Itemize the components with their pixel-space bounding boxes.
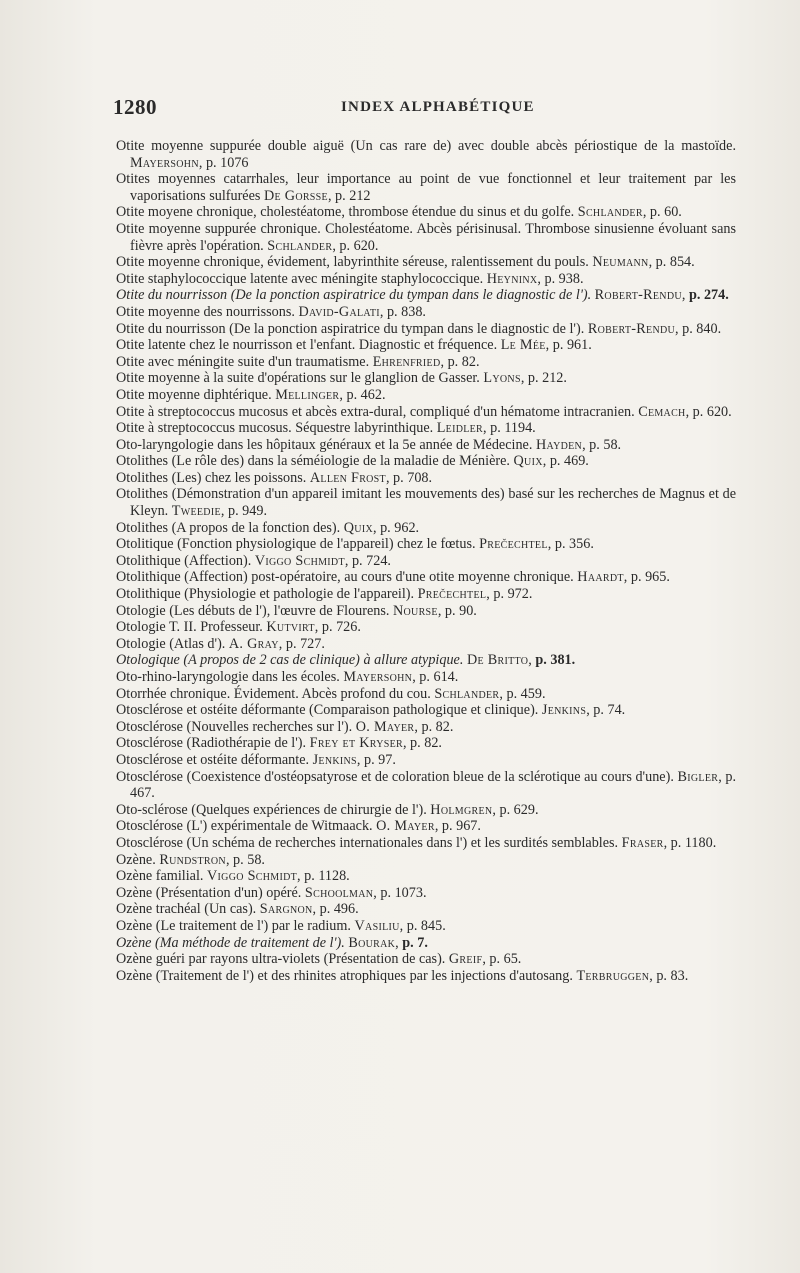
entry-title: Otite latente chez le nourrisson et l'enfant. Diagnostic et fréquence. bbox=[116, 337, 498, 354]
entry-page: p. 467. bbox=[130, 768, 737, 802]
entry-page: p. 1073. bbox=[380, 884, 427, 901]
entry-author: Tweedie bbox=[171, 503, 221, 520]
index-entry: Otosclérose (Un schéma de recherches internationales dans l') et les surdités semblables. Fraser, p. 1180. bbox=[116, 834, 717, 851]
entry-page: p. 972. bbox=[493, 586, 533, 603]
entry-author: Neumann bbox=[592, 254, 649, 271]
entry-author: Mellinger bbox=[275, 386, 340, 403]
entry-author: Rundstron bbox=[159, 851, 226, 868]
entry-author: Nourse bbox=[392, 602, 438, 619]
entry-title: Otosclérose (Coexistence d'ostéopsatyrose et de coloration bleue de la sclérotique au cours d'une). bbox=[116, 768, 674, 785]
entry-author: Frey et Kryser bbox=[309, 735, 403, 752]
entry-title: Otite moyene chronique, cholestéatome, thrombose étendue du sinus et du golfe. bbox=[116, 204, 575, 221]
index-entry: Otosclérose (Coexistence d'ostéopsatyrose et de coloration bleue de la sclérotique au cours d'une). Bigler, p. 467. bbox=[116, 768, 737, 802]
entry-page: p. 629. bbox=[499, 801, 539, 818]
index-entry: Otologie (Atlas d'). A. Gray, p. 727. bbox=[116, 635, 325, 652]
entry-title: Otite moyenne à la suite d'opérations sur le glanglion de Gasser. bbox=[116, 370, 480, 387]
entry-page: p. 58. bbox=[233, 851, 265, 868]
entry-title: Otorrhée chronique. Évidement. Abcès profond du cou. bbox=[116, 685, 431, 702]
entry-author: Terbruggen bbox=[576, 967, 650, 984]
entry-author: Cemach bbox=[638, 403, 686, 420]
index-entry: Otologie (Les débuts de l'), l'œuvre de Flourens. Nourse, p. 90. bbox=[116, 602, 477, 619]
index-entry: Otolithique (Affection) post-opératoire, au cours d'une otite moyenne chronique. Haardt, p. 965. bbox=[116, 569, 670, 586]
index-entry: Ozène (Le traitement de l') par le radium. Vasiliu, p. 845. bbox=[116, 917, 446, 934]
entry-title: Otolithes (Démonstration d'un appareil imitant les mouvements des) basé sur les recherches de Magnus et de Kleyn. bbox=[116, 486, 736, 520]
entry-title: Otolithique (Affection) post-opératoire, au cours d'une otite moyenne chronique. bbox=[116, 569, 574, 586]
entry-page: p. 65. bbox=[489, 951, 522, 968]
entry-page: p. 938. bbox=[544, 270, 584, 287]
index-entry: Otosclérose et ostéite déformante (Comparaison pathologique et clinique). Jenkins, p. 74. bbox=[116, 702, 626, 719]
entry-page: p. 58. bbox=[589, 436, 622, 453]
index-entry: Otosclérose (Nouvelles recherches sur l'). O. Mayer, p. 82. bbox=[116, 718, 454, 735]
index-entries bbox=[116, 138, 736, 984]
entry-author: Jenkins bbox=[312, 751, 357, 768]
index-entry: Otite latente chez le nourrisson et l'enfant. Diagnostic et fréquence. Le Mée, p. 961. bbox=[116, 337, 592, 354]
entry-page: p. 726. bbox=[321, 619, 361, 636]
entry-page: p. 274. bbox=[688, 287, 729, 304]
entry-author: A. Gray bbox=[228, 635, 279, 652]
entry-page: p. 845. bbox=[406, 917, 446, 934]
index-entry: Otite moyenne des nourrissons. David-Galati, p. 838. bbox=[116, 303, 426, 320]
entry-title: Otolithes (Le rôle des) dans la séméiologie de la maladie de Ménière. bbox=[116, 453, 510, 470]
entry-title: Otite avec méningite suite d'un traumatisme. bbox=[116, 353, 370, 370]
entry-page: p. 854. bbox=[655, 254, 695, 271]
entry-author: Greif bbox=[448, 951, 483, 968]
entry-author: Viggo Schmidt bbox=[254, 552, 345, 569]
entry-title: Otite moyenne des nourrissons. bbox=[116, 303, 295, 320]
entry-page: p. 724. bbox=[351, 552, 391, 569]
entry-page: p. 82. bbox=[410, 735, 442, 752]
entry-page: p. 212 bbox=[335, 187, 371, 204]
entry-title: Otite moyenne diphtérique. bbox=[116, 386, 272, 403]
entry-author: Sargnon bbox=[259, 901, 313, 918]
entry-author: Mayersohn bbox=[343, 669, 413, 685]
entry-title: Otite moyenne suppurée double aiguë (Un cas rare de) avec double abcès périostique de la mastoïde. bbox=[116, 138, 736, 154]
entry-title: Otite du nourrisson (De la ponction aspiratrice du tympan dans le diagnostic de l'). bbox=[116, 320, 585, 337]
entry-author: Bourak bbox=[348, 934, 396, 951]
entry-author: Fraser bbox=[621, 834, 664, 851]
entry-title: Oto-rhino-laryngologie dans les écoles. bbox=[116, 669, 340, 685]
entry-author: Robert-Rendu bbox=[587, 320, 676, 337]
entry-author: Schlander bbox=[577, 204, 643, 221]
entry-title: Otologie (Atlas d'). bbox=[116, 635, 226, 652]
index-entry: Otorrhée chronique. Évidement. Abcès profond du cou. Schlander, p. 459. bbox=[116, 685, 546, 702]
index-entry: Otologie T. II. Professeur. Kutvirt, p. 726. bbox=[116, 619, 361, 636]
index-entry: Otolithique (Physiologie et pathologie de l'appareil). Prečechtel, p. 972. bbox=[116, 586, 533, 603]
entry-page: p. 356. bbox=[554, 536, 594, 553]
index-entry: Ozène familial. Viggo Schmidt, p. 1128. bbox=[116, 868, 350, 885]
entry-page: p. 620. bbox=[339, 237, 379, 254]
entry-page: p. 469. bbox=[549, 453, 589, 470]
entry-page: p. 82. bbox=[447, 353, 480, 370]
entry-page: p. 82. bbox=[421, 718, 454, 735]
entry-author: Quix bbox=[513, 453, 543, 470]
entry-title: Otosclérose (L') expérimentale de Witmaack. bbox=[116, 818, 373, 835]
entry-author: Allen Frost bbox=[309, 469, 386, 486]
entry-page: p. 462. bbox=[346, 386, 386, 403]
entry-page: p. 962. bbox=[380, 519, 420, 536]
entry-title: Otosclérose (Un schéma de recherches internationales dans l') et les surdités semblables. bbox=[116, 834, 619, 851]
entry-page: p. 83. bbox=[656, 967, 689, 984]
index-entry: Ozène (Présentation d'un) opéré. Schoolman, p. 1073. bbox=[116, 884, 427, 901]
entry-page: p. 90. bbox=[444, 602, 477, 619]
entry-author: Ehrenfried bbox=[372, 353, 441, 370]
entry-title: Ozène (Traitement de l') et des rhinites atrophiques par les injections d'autosang. bbox=[116, 967, 573, 984]
entry-author: Jenkins bbox=[541, 702, 587, 719]
index-entry: Otolithes (Le rôle des) dans la séméiologie de la maladie de Ménière. Quix, p. 469. bbox=[116, 453, 589, 470]
index-entry: Otite du nourrisson (De la ponction aspiratrice du tympan dans le diagnostic de l'). Robert-Rendu, p. 840. bbox=[116, 320, 722, 337]
running-title: INDEX ALPHABÉTIQUE bbox=[341, 99, 535, 115]
entry-title: Otolitique (Fonction physiologique de l'appareil) chez le fœtus. bbox=[116, 536, 476, 553]
index-entry: Otite moyenne à la suite d'opérations sur le glanglion de Gasser. Lyons, p. 212. bbox=[116, 370, 567, 387]
entry-title: Otite staphylococcique latente avec méningite staphylococcique. bbox=[116, 270, 484, 287]
entry-title: Otolithique (Affection). bbox=[116, 552, 252, 569]
entry-author: Prečechtel bbox=[479, 536, 548, 553]
index-entry: Otites moyennes catarrhales, leur importance au point de vue fonctionnel et leur traitement par les vaporisations sulfurées De Gorsse, p. 212 bbox=[116, 171, 736, 204]
entry-page: p. 614. bbox=[419, 669, 459, 685]
index-entry: Otolithes (Les) chez les poissons. Allen Frost, p. 708. bbox=[116, 469, 433, 486]
entry-author: Bigler bbox=[677, 768, 719, 785]
entry-title: Ozène familial. bbox=[116, 868, 204, 885]
entry-author: Leidler bbox=[436, 420, 484, 437]
index-entry: Otolithique (Affection). Viggo Schmidt, p. 724. bbox=[116, 552, 391, 569]
index-entry: Otolithes (A propos de la fonction des). Quix, p. 962. bbox=[116, 519, 420, 536]
entry-page: p. 967. bbox=[441, 818, 481, 835]
index-entry: Otite à streptococcus mucosus et abcès extra-dural, compliqué d'un hématome intracranien. Cemach, p. 620. bbox=[116, 403, 732, 420]
entry-title: Otolithique (Physiologie et pathologie de l'appareil). bbox=[116, 586, 415, 603]
entry-author: De Britto bbox=[466, 652, 529, 669]
entry-title: Oto-sclérose (Quelques expériences de chirurgie de l'). bbox=[116, 801, 427, 818]
entry-author: Heyninx bbox=[486, 270, 538, 287]
entry-page: p. 1194. bbox=[490, 420, 536, 437]
entry-author: Kutvirt bbox=[266, 619, 315, 636]
index-entry: Ozène (Ma méthode de traitement de l'). Bourak, p. 7. bbox=[116, 934, 428, 951]
index-entry: Otite moyenne suppurée double aiguë (Un cas rare de) avec double abcès périostique de la mastoïde. Mayersohn, p. 1076 bbox=[116, 138, 736, 171]
index-entry: Oto-sclérose (Quelques expériences de chirurgie de l'). Holmgren, p. 629. bbox=[116, 801, 539, 818]
entry-author: Le Mée bbox=[500, 337, 546, 354]
index-entry: Otite à streptococcus mucosus. Séquestre labyrinthique. Leidler, p. 1194. bbox=[116, 420, 536, 437]
entry-title: Ozène trachéal (Un cas). bbox=[116, 901, 257, 918]
entry-title: Otolithes (Les) chez les poissons. bbox=[116, 469, 307, 486]
entry-author: Mayersohn bbox=[130, 154, 199, 171]
index-entry: Otologique (A propos de 2 cas de clinique) à allure atypique. De Britto, p. 381. bbox=[116, 652, 576, 669]
entry-title: Ozène guéri par rayons ultra-violets (Présentation de cas). bbox=[116, 951, 446, 968]
entry-page: p. 459. bbox=[506, 685, 546, 702]
entry-page: p. 7. bbox=[402, 934, 428, 951]
page-number: 1280 bbox=[113, 95, 157, 119]
entry-title: Otologie (Les débuts de l'), l'œuvre de Flourens. bbox=[116, 602, 390, 619]
entry-title: Oto-laryngologie dans les hôpitaux généraux et la 5e année de Médecine. bbox=[116, 436, 533, 453]
entry-title: Otites moyennes catarrhales, leur importance au point de vue fonctionnel et leur traitement par les vaporisations sulfurées bbox=[116, 171, 736, 204]
entry-author: Schlander bbox=[434, 685, 500, 702]
entry-title: Ozène (Ma méthode de traitement de l'). bbox=[116, 934, 345, 951]
index-entry: Otite moyenne diphtérique. Mellinger, p. 462. bbox=[116, 386, 386, 403]
entry-title: Otologie T. II. Professeur. bbox=[116, 619, 263, 636]
index-entry: Otite moyene chronique, cholestéatome, thrombose étendue du sinus et du golfe. Schlander, p. 60. bbox=[116, 204, 682, 221]
entry-page: p. 620. bbox=[692, 403, 732, 420]
entry-page: p. 74. bbox=[593, 702, 626, 719]
index-entry: Otosclérose (L') expérimentale de Witmaack. O. Mayer, p. 967. bbox=[116, 818, 481, 835]
entry-author: De Gorsse bbox=[263, 187, 328, 204]
entry-page: p. 60. bbox=[649, 204, 682, 221]
entry-title: Ozène (Présentation d'un) opéré. bbox=[116, 884, 302, 901]
entry-author: David-Galati bbox=[298, 303, 380, 320]
index-entry: Ozène (Traitement de l') et des rhinites atrophiques par les injections d'autosang. Terbruggen, p. 83. bbox=[116, 967, 689, 984]
entry-title: Otite moyenne chronique, évidement, labyrinthite séreuse, ralentissement du pouls. bbox=[116, 254, 589, 271]
entry-title: Otosclérose (Radiothérapie de l'). bbox=[116, 735, 307, 752]
entry-page: p. 1180. bbox=[670, 834, 717, 851]
entry-page: p. 965. bbox=[630, 569, 670, 586]
entry-author: Viggo Schmidt bbox=[207, 868, 298, 885]
index-entry: Oto-rhino-laryngologie dans les écoles. Mayersohn, p. 614. bbox=[116, 669, 459, 685]
entry-author: Schoolman bbox=[304, 884, 374, 901]
entry-title: Ozène. bbox=[116, 851, 156, 868]
entry-author: Quix bbox=[343, 519, 373, 536]
entry-author: Robert-Rendu bbox=[594, 287, 682, 304]
page-header bbox=[113, 95, 733, 123]
index-entry: Otite avec méningite suite d'un traumatisme. Ehrenfried, p. 82. bbox=[116, 353, 480, 370]
index-entry: Otite moyenne chronique, évidement, labyrinthite séreuse, ralentissement du pouls. Neumann, p. 854. bbox=[116, 254, 695, 271]
index-entry: Ozène guéri par rayons ultra-violets (Présentation de cas). Greif, p. 65. bbox=[116, 951, 522, 968]
entry-title: Otosclérose et ostéite déformante (Comparaison pathologique et clinique). bbox=[116, 702, 539, 719]
entry-page: p. 381. bbox=[535, 652, 576, 669]
entry-page: p. 961. bbox=[552, 337, 592, 354]
index-entry: Otosclérose (Radiothérapie de l'). Frey et Kryser, p. 82. bbox=[116, 735, 442, 752]
index-entry: Otite moyenne suppurée chronique. Cholestéatome. Abcès périsinusal. Thrombose sinusienne évoluant sans fièvre après l'opération. Schlander, p. 620. bbox=[116, 220, 736, 254]
entry-author: Hayden bbox=[535, 436, 583, 453]
entry-title: Otite du nourrisson (De la ponction aspiratrice du tympan dans le diagnostic de l'). bbox=[116, 287, 592, 304]
entry-page: p. 840. bbox=[682, 320, 722, 337]
entry-page: p. 838. bbox=[386, 303, 426, 320]
entry-title: Otite moyenne suppurée chronique. Cholestéatome. Abcès périsinusal. Thrombose sinusienne évoluant sans fièvre après l'opération. bbox=[116, 220, 736, 254]
entry-page: p. 496. bbox=[319, 901, 359, 918]
entry-title: Otosclérose (Nouvelles recherches sur l'). bbox=[116, 718, 353, 735]
entry-title: Otite à streptococcus mucosus et abcès extra-dural, compliqué d'un hématome intracranien. bbox=[116, 403, 635, 420]
entry-page: p. 708. bbox=[393, 469, 433, 486]
entry-title: Otosclérose et ostéite déformante. bbox=[116, 751, 310, 768]
entry-page: p. 97. bbox=[363, 751, 396, 768]
entry-title: Ozène (Le traitement de l') par le radium. bbox=[116, 917, 351, 934]
index-entry: Otolitique (Fonction physiologique de l'appareil) chez le fœtus. Prečechtel, p. 356. bbox=[116, 536, 594, 553]
index-entry: Otite staphylococcique latente avec méningite staphylococcique. Heyninx, p. 938. bbox=[116, 270, 584, 287]
entry-author: Prečechtel bbox=[417, 586, 487, 603]
entry-author: Haardt bbox=[577, 569, 624, 586]
entry-page: p. 1076 bbox=[205, 154, 249, 171]
index-entry: Ozène trachéal (Un cas). Sargnon, p. 496. bbox=[116, 901, 359, 918]
entry-author: Schlander bbox=[267, 237, 333, 254]
index-entry: Ozène. Rundstron, p. 58. bbox=[116, 851, 265, 868]
entry-author: O. Mayer bbox=[355, 718, 415, 735]
entry-author: O. Mayer bbox=[376, 818, 435, 835]
entry-page: p. 727. bbox=[285, 635, 325, 652]
entry-title: Otologique (A propos de 2 cas de clinique) à allure atypique. bbox=[116, 652, 464, 669]
entry-author: Vasiliu bbox=[354, 917, 400, 934]
entry-author: Lyons bbox=[483, 370, 521, 387]
entry-title: Otolithes (A propos de la fonction des). bbox=[116, 519, 341, 536]
index-entry: Otolithes (Démonstration d'un appareil imitant les mouvements des) basé sur les recherches de Magnus et de Kleyn. Tweedie, p. 949. bbox=[116, 486, 736, 520]
index-entry: Otosclérose et ostéite déformante. Jenkins, p. 97. bbox=[116, 751, 396, 768]
entry-title: Otite à streptococcus mucosus. Séquestre labyrinthique. bbox=[116, 420, 434, 437]
entry-author: Holmgren bbox=[430, 801, 493, 818]
entry-page: p. 949. bbox=[227, 503, 267, 520]
entry-page: p. 1128. bbox=[304, 868, 350, 885]
index-entry: Oto-laryngologie dans les hôpitaux généraux et la 5e année de Médecine. Hayden, p. 58. bbox=[116, 436, 622, 453]
entry-page: p. 212. bbox=[527, 370, 567, 387]
index-entry: Otite du nourrisson (De la ponction aspiratrice du tympan dans le diagnostic de l'). Robert-Rendu, p. 274. bbox=[116, 287, 729, 304]
